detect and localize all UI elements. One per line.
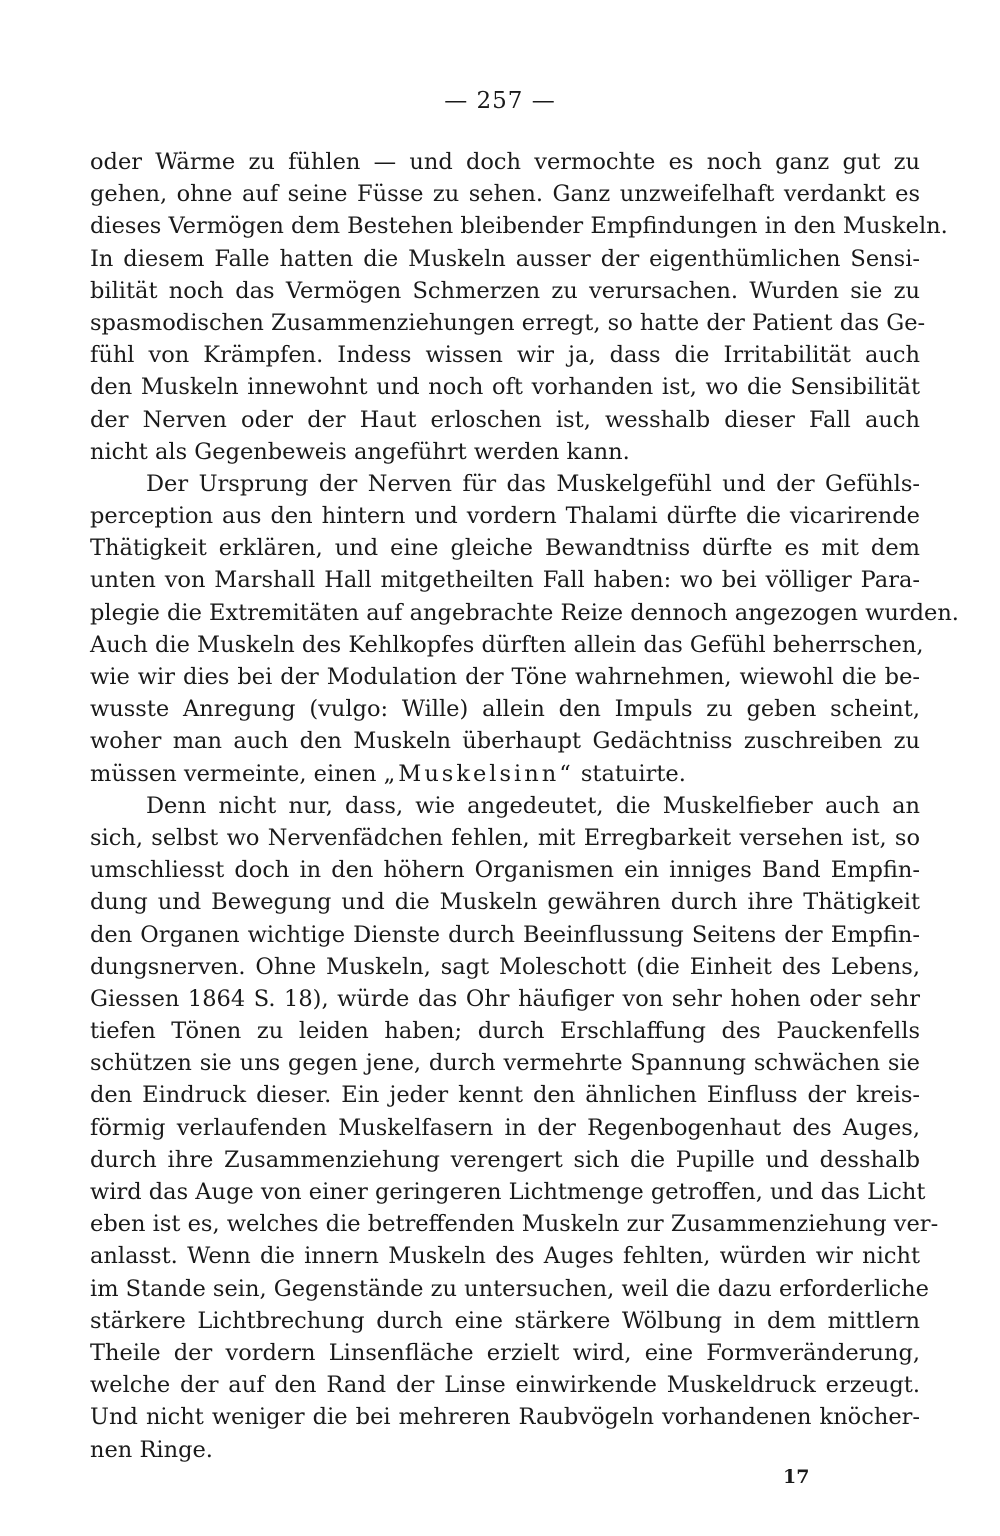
text-line: Thätigkeit erklären, und eine gleiche Bewandtniss dürfte es mit dem [90, 535, 920, 562]
text-line: perception aus den hintern und vordern Thalami dürfte die vicarirende [90, 503, 920, 530]
page-number: — 257 — [444, 88, 556, 114]
text-line: tiefen Tönen zu leiden haben; durch Erschlaffung des Pauckenfells [90, 1018, 920, 1045]
text-line: stärkere Lichtbrechung durch eine stärkere Wölbung in dem mittlern [90, 1307, 920, 1334]
text-line: durch ihre Zusammenziehung verengert sich die Pupille und desshalb [90, 1146, 920, 1173]
text-line: wird das Auge von einer geringeren Lichtmenge getroffen, und das Licht [90, 1179, 926, 1205]
body-text [90, 146, 959, 1466]
text-line: den Eindruck dieser. Ein jeder kennt den ähnlichen Einfluss der kreis- [90, 1082, 920, 1109]
text-line: Theile der vordern Linsenfläche erzielt wird, eine Formveränderung, [90, 1339, 920, 1366]
text-line: woher man auch den Muskeln überhaupt Gedächtniss zuschreiben zu [90, 728, 920, 755]
text-line: den Organen wichtige Dienste durch Beeinflussung Seitens der Empfin- [90, 921, 920, 948]
paragraph-start-line: Der Ursprung der Nerven für das Muskelgefühl und der Gefühls- [146, 470, 920, 497]
text-line: dung und Bewegung und die Muskeln gewähren durch ihre Thätigkeit [90, 889, 920, 916]
text-line: im Stande sein, Gegenstände zu untersuchen, weil die dazu erforderliche [90, 1275, 929, 1302]
text-line: welche der auf den Rand der Linse einwirkende Muskeldruck erzeugt. [90, 1372, 920, 1399]
text-line: fühl von Krämpfen. Indess wissen wir ja, dass die Irritabilität auch [90, 342, 920, 369]
paragraph-start-line: Denn nicht nur, dass, wie angedeutet, die Muskelfieber auch an [146, 792, 920, 819]
text-line: In diesem Falle hatten die Muskeln ausser der eigenthümlichen Sensi- [90, 245, 920, 272]
line-text-after: statuirte. [573, 760, 686, 787]
paragraph-end-line [90, 758, 920, 790]
text-line: Und nicht weniger die bei mehreren Raubvögeln vorhandenen knöcher- [90, 1404, 920, 1431]
text-line: den Muskeln innewohnt und noch oft vorhanden ist, wo die Sensibilität [90, 374, 920, 401]
text-line: plegie die Extremitäten auf angebrachte Reize dennoch angezogen wurden. [90, 599, 959, 626]
text-line: wusste Anregung (vulgo: Wille) allein den Impuls zu geben scheint, [90, 696, 920, 723]
text-line: Auch die Muskeln des Kehlkopfes dürften allein das Gefühl beherrschen, [90, 631, 924, 658]
text-line: wie wir dies bei der Modulation der Töne wahrnehmen, wiewohl die be- [90, 664, 920, 690]
text-line: schützen sie uns gegen jene, durch vermehrte Spannung schwächen sie [90, 1050, 920, 1077]
text-line: förmig verlaufenden Muskelfasern in der Regenbogenhaut des Auges, [90, 1114, 920, 1141]
text-line: anlasst. Wenn die innern Muskeln des Auges fehlten, würden wir nicht [90, 1243, 920, 1270]
text-line: der Nerven oder der Haut erloschen ist, wesshalb dieser Fall auch [90, 406, 920, 433]
text-line: dieses Vermögen dem Bestehen bleibender Empfindungen in den Muskeln. [90, 213, 948, 240]
signature-mark: 17 [783, 1466, 810, 1488]
text-line: dungsnerven. Ohne Muskeln, sagt Moleschott (die Einheit des Lebens, [90, 953, 920, 980]
text-line: bilität noch das Vermögen Schmerzen zu verursachen. Wurden sie zu [90, 277, 920, 304]
spaced-term: „Muskelsinn“ [383, 760, 574, 787]
text-line: gehen, ohne auf seine Füsse zu sehen. Ganz unzweifelhaft verdankt es [90, 181, 920, 208]
text-line: oder Wärme zu fühlen — und doch vermochte es noch ganz gut zu [90, 149, 920, 175]
text-line: Giessen 1864 S. 18), würde das Ohr häufiger von sehr hohen oder sehr [90, 985, 920, 1012]
text-line: sich, selbst wo Nervenfädchen fehlen, mit Erregbarkeit versehen ist, so [90, 824, 920, 851]
paragraph-end-line: nen Ringe. [90, 1436, 213, 1463]
text-line: eben ist es, welches die betreffenden Muskeln zur Zusammenziehung ver- [90, 1211, 939, 1238]
text-line: umschliesst doch in den höhern Organismen ein inniges Band Empfin- [90, 857, 920, 884]
text-line: spasmodischen Zusammenziehungen erregt, so hatte der Patient das Ge- [90, 309, 926, 336]
line-text-before: müssen vermeinte, einen [90, 760, 384, 787]
paragraph-end-line: nicht als Gegenbeweis angeführt werden kann. [90, 438, 630, 465]
text-line: unten von Marshall Hall mitgetheilten Fall haben: wo bei völliger Para- [90, 567, 920, 594]
